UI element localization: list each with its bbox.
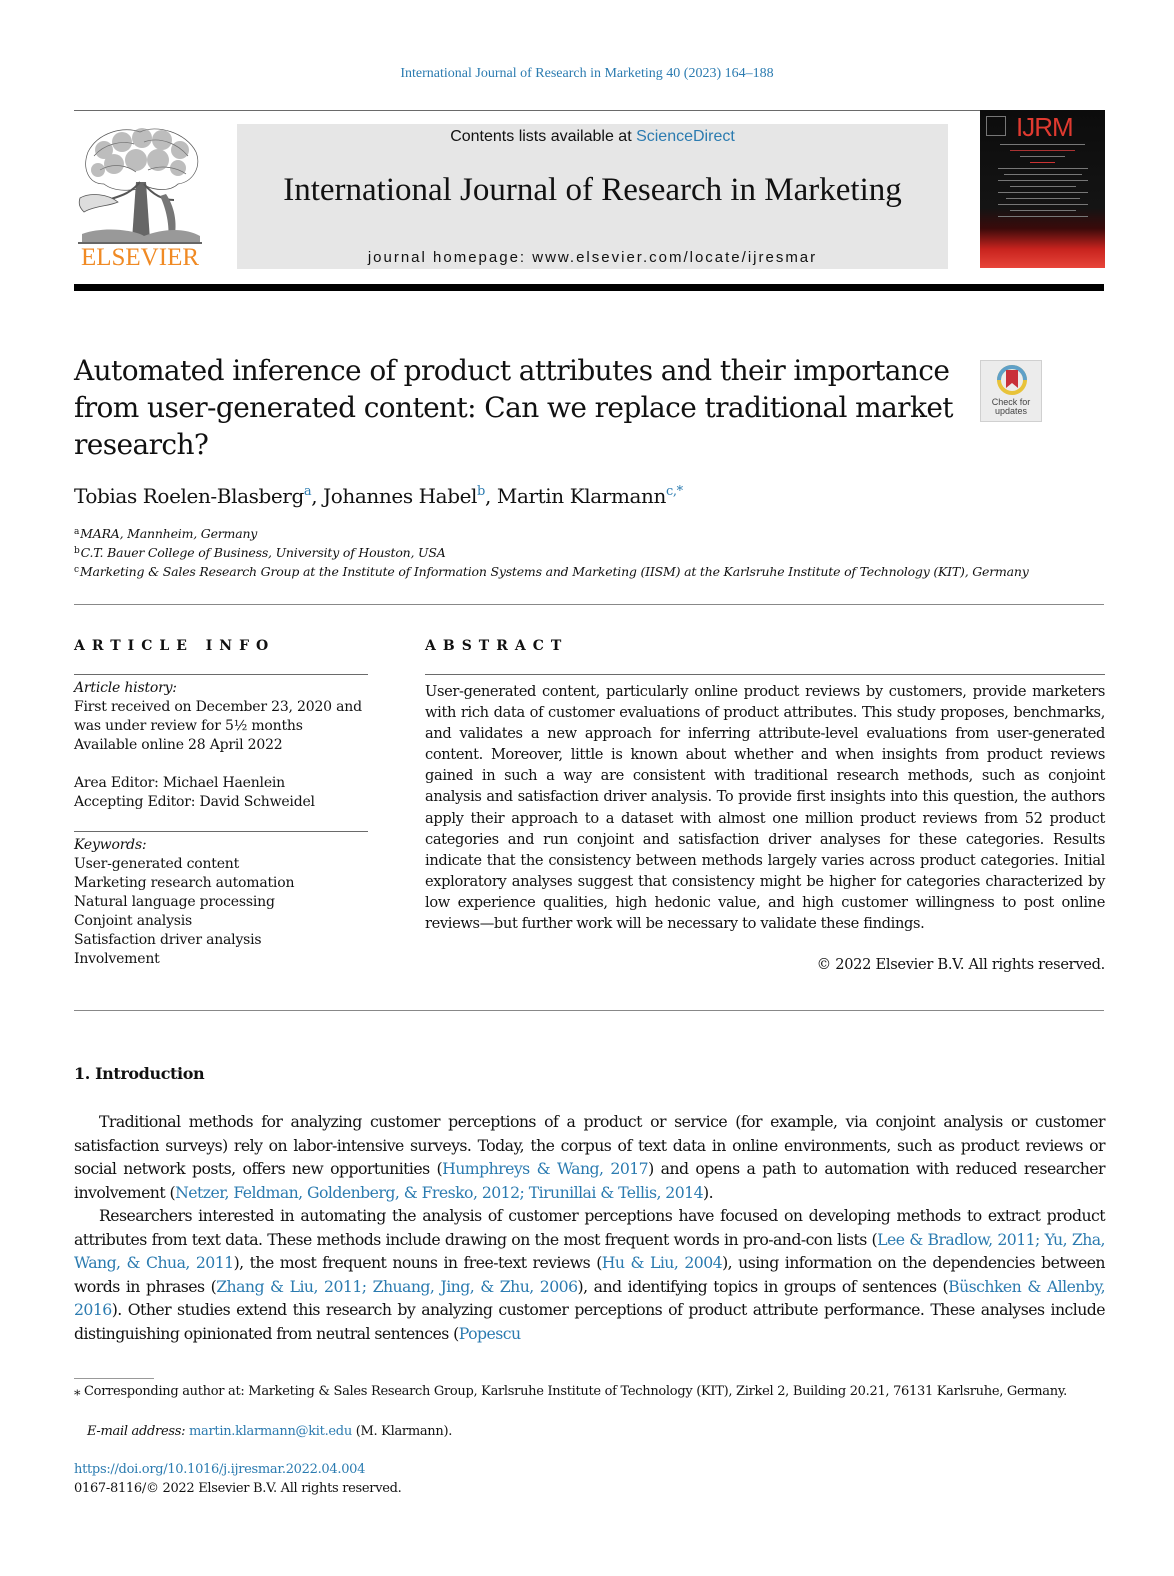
abstract-copyright: © 2022 Elsevier B.V. All rights reserved.: [816, 956, 1105, 973]
affiliation-text: Marketing & Sales Research Group at the Institute of Information Systems and Marketing (IISM) at the Karlsruhe Institute of Technology (KIT), Germany: [79, 564, 1029, 579]
email-footnote: [74, 1422, 1105, 1442]
check-for-updates-button[interactable]: [980, 360, 1042, 422]
author-separator: ,: [484, 484, 497, 508]
keyword: Marketing research automation: [74, 875, 295, 891]
citation-link[interactable]: Netzer, Feldman, Goldenberg, & Fresko, 2012; Tirunillai & Tellis, 2014: [175, 1182, 704, 1202]
affiliation-key: b: [74, 546, 80, 556]
citation-link[interactable]: Zhang & Liu, 2011; Zhuang, Jing, & Zhu, 2006: [216, 1276, 578, 1296]
author-affiliation-marker[interactable]: a: [303, 484, 312, 499]
paragraph-text: ), the most frequent nouns in free-text reviews (: [233, 1253, 602, 1272]
affiliation-key: a: [74, 527, 80, 537]
corresponding-author-footnote: ⁎ Corresponding author at: Marketing & Sales Research Group, Karlsruhe Institute of Technology (KIT), Zirkel 2, Building 20.21, 76131 Karlsruhe, Germany.: [74, 1384, 1067, 1399]
paragraph-text: ), using information on the dependencies between words in phrases (: [74, 1253, 1105, 1296]
contents-line: [237, 128, 948, 146]
keyword: Natural language processing: [74, 894, 275, 910]
contents-prefix: Contents lists available at: [450, 128, 637, 145]
paragraph-text: Traditional methods for analyzing customer perceptions of a product or service (for example, via conjoint analysis or customer satisfaction surveys) rely on labor-intensive surveys. Today, the corpus of text data in online environments, such as product reviews or social network posts, offers new opportunities (: [74, 1112, 1105, 1178]
keywords-label: Keywords:: [74, 837, 147, 853]
abstract-rule: [425, 674, 1105, 675]
paragraph-text: ).: [703, 1182, 714, 1202]
abstract-text: User-generated content, particularly online product reviews by customers, provide marketers with rich data of customer evaluations of product attributes. This study proposes, benchmarks, and validates a new approach for inferring attribute-level evaluations from user-generated content. Moreover, little is known about whether and when insights from product reviews gained in such a way are consistent with traditional research methods, such as conjoint analysis and satisfaction driver analysis. To provide first insights into this question, the authors apply their approach to a dataset with almost one million product reviews from 52 product categories and run conjoint and satisfaction driver analyses for these categories. Results indicate that the consistency between methods largely varies across product categories. Initial exploratory analyses suggest that consistency might be higher for categories characterized by low experience qualities, high hedonic value, and high customer willingness to post online reviews—but further work will be necessary to validate these findings.: [425, 683, 1105, 933]
author-affiliation-marker[interactable]: b: [477, 484, 485, 499]
journal-title: International Journal of Research in Marketing: [283, 172, 902, 208]
elsevier-wordmark: ELSEVIER: [80, 244, 200, 271]
email-link[interactable]: martin.klarmann@kit.edu: [189, 1424, 352, 1439]
header-bottom-rule: [74, 284, 1104, 291]
journal-citation-link[interactable]: International Journal of Research in Marketing 40 (2023) 164–188: [400, 66, 774, 81]
area-editor: Area Editor: Michael Haenlein: [74, 775, 286, 791]
citation-link[interactable]: Büschken & Allenby, 2016: [74, 1276, 1106, 1319]
keywords-rule: [74, 831, 368, 832]
crossmark-label-line-1: Check for: [991, 397, 1031, 407]
author-affiliation-marker[interactable]: c,*: [666, 484, 683, 499]
citation-link[interactable]: Lee & Bradlow, 2011; Yu, Zha, Wang, & Chua, 2011: [74, 1229, 1105, 1272]
cover-publisher-logo-icon: [986, 116, 1006, 136]
article-history-line: First received on December 23, 2020 and: [74, 699, 362, 715]
keyword: Satisfaction driver analysis: [74, 932, 262, 948]
citation-link[interactable]: Popescu: [458, 1323, 521, 1343]
doi-link[interactable]: https://doi.org/10.1016/j.ijresmar.2022.04.004: [74, 1462, 366, 1477]
section-heading-introduction: 1. Introduction: [74, 1064, 205, 1083]
keyword: User-generated content: [74, 856, 240, 872]
paragraph: [74, 1204, 1105, 1345]
cover-title: IJRM: [1016, 112, 1073, 142]
paragraph-text: Researchers interested in automating the analysis of customer perceptions have focused on developing methods to extract product attributes from text data. These methods include drawing on the most frequent words in pro-and-con lists (: [74, 1206, 1105, 1249]
affiliation-text: C.T. Bauer College of Business, University of Houston, USA: [80, 545, 446, 560]
abstract-divider: [74, 1010, 1104, 1011]
author-list: [74, 484, 683, 508]
author-name[interactable]: Tobias Roelen-Blasberg: [74, 484, 304, 508]
introduction-body: [74, 1110, 1105, 1345]
keyword: Involvement: [74, 951, 160, 967]
article-info-rule: [74, 674, 368, 675]
affiliation-key: c: [74, 565, 79, 575]
keyword: Conjoint analysis: [74, 913, 193, 929]
journal-masthead: [237, 124, 948, 269]
article-history-line: was under review for 5½ months: [74, 718, 303, 734]
header-top-rule: [74, 110, 1104, 111]
article-history: [74, 679, 368, 812]
article-history-line: Available online 28 April 2022: [74, 737, 283, 753]
affiliation-divider: [74, 604, 1104, 605]
affiliation: [74, 526, 257, 541]
article-info-heading: ARTICLE INFO: [74, 638, 276, 654]
paragraph-text: ) and opens a path to automation with reduced researcher involvement (: [74, 1159, 1105, 1202]
footnote-rule: [74, 1378, 154, 1379]
affiliation-text: MARA, Mannheim, Germany: [80, 526, 258, 541]
article-history-label: Article history:: [74, 680, 177, 696]
crossmark-icon: [981, 361, 1043, 397]
author-name[interactable]: Martin Klarmann: [496, 484, 666, 508]
paragraph: [74, 1110, 1105, 1204]
paragraph-text: ). Other studies extend this research by analyzing customer perceptions of product attribute performance. These analyses include distinguishing opinionated from neutral sentences (: [74, 1300, 1105, 1343]
journal-cover-thumbnail[interactable]: [980, 110, 1105, 268]
email-label: E-mail address:: [87, 1424, 190, 1439]
affiliation: [74, 564, 1029, 579]
author-separator: ,: [311, 484, 324, 508]
affiliation: [74, 545, 446, 560]
accepting-editor: Accepting Editor: David Schweidel: [74, 794, 315, 810]
issn-copyright: 0167-8116/© 2022 Elsevier B.V. All rights reserved.: [74, 1481, 402, 1496]
paragraph-text: ), and identifying topics in groups of sentences (: [577, 1276, 949, 1296]
article-title: Automated inference of product attributes and their importance from user-generated content: Can we replace traditional market research?: [74, 354, 953, 461]
keywords: [74, 836, 368, 969]
journal-homepage-link[interactable]: journal homepage: www.elsevier.com/locate/ijresmar: [367, 249, 818, 266]
citation-link[interactable]: Humphreys & Wang, 2017: [442, 1159, 649, 1178]
author-name[interactable]: Johannes Habel: [323, 484, 478, 508]
abstract-heading: ABSTRACT: [425, 638, 569, 654]
crossmark-label-line-2: updates: [994, 406, 1028, 416]
crossmark-label: [981, 398, 1041, 416]
email-suffix: (M. Klarmann).: [351, 1424, 453, 1439]
sciencedirect-link[interactable]: ScienceDirect: [636, 128, 735, 145]
citation-link[interactable]: Hu & Liu, 2004: [601, 1253, 723, 1272]
